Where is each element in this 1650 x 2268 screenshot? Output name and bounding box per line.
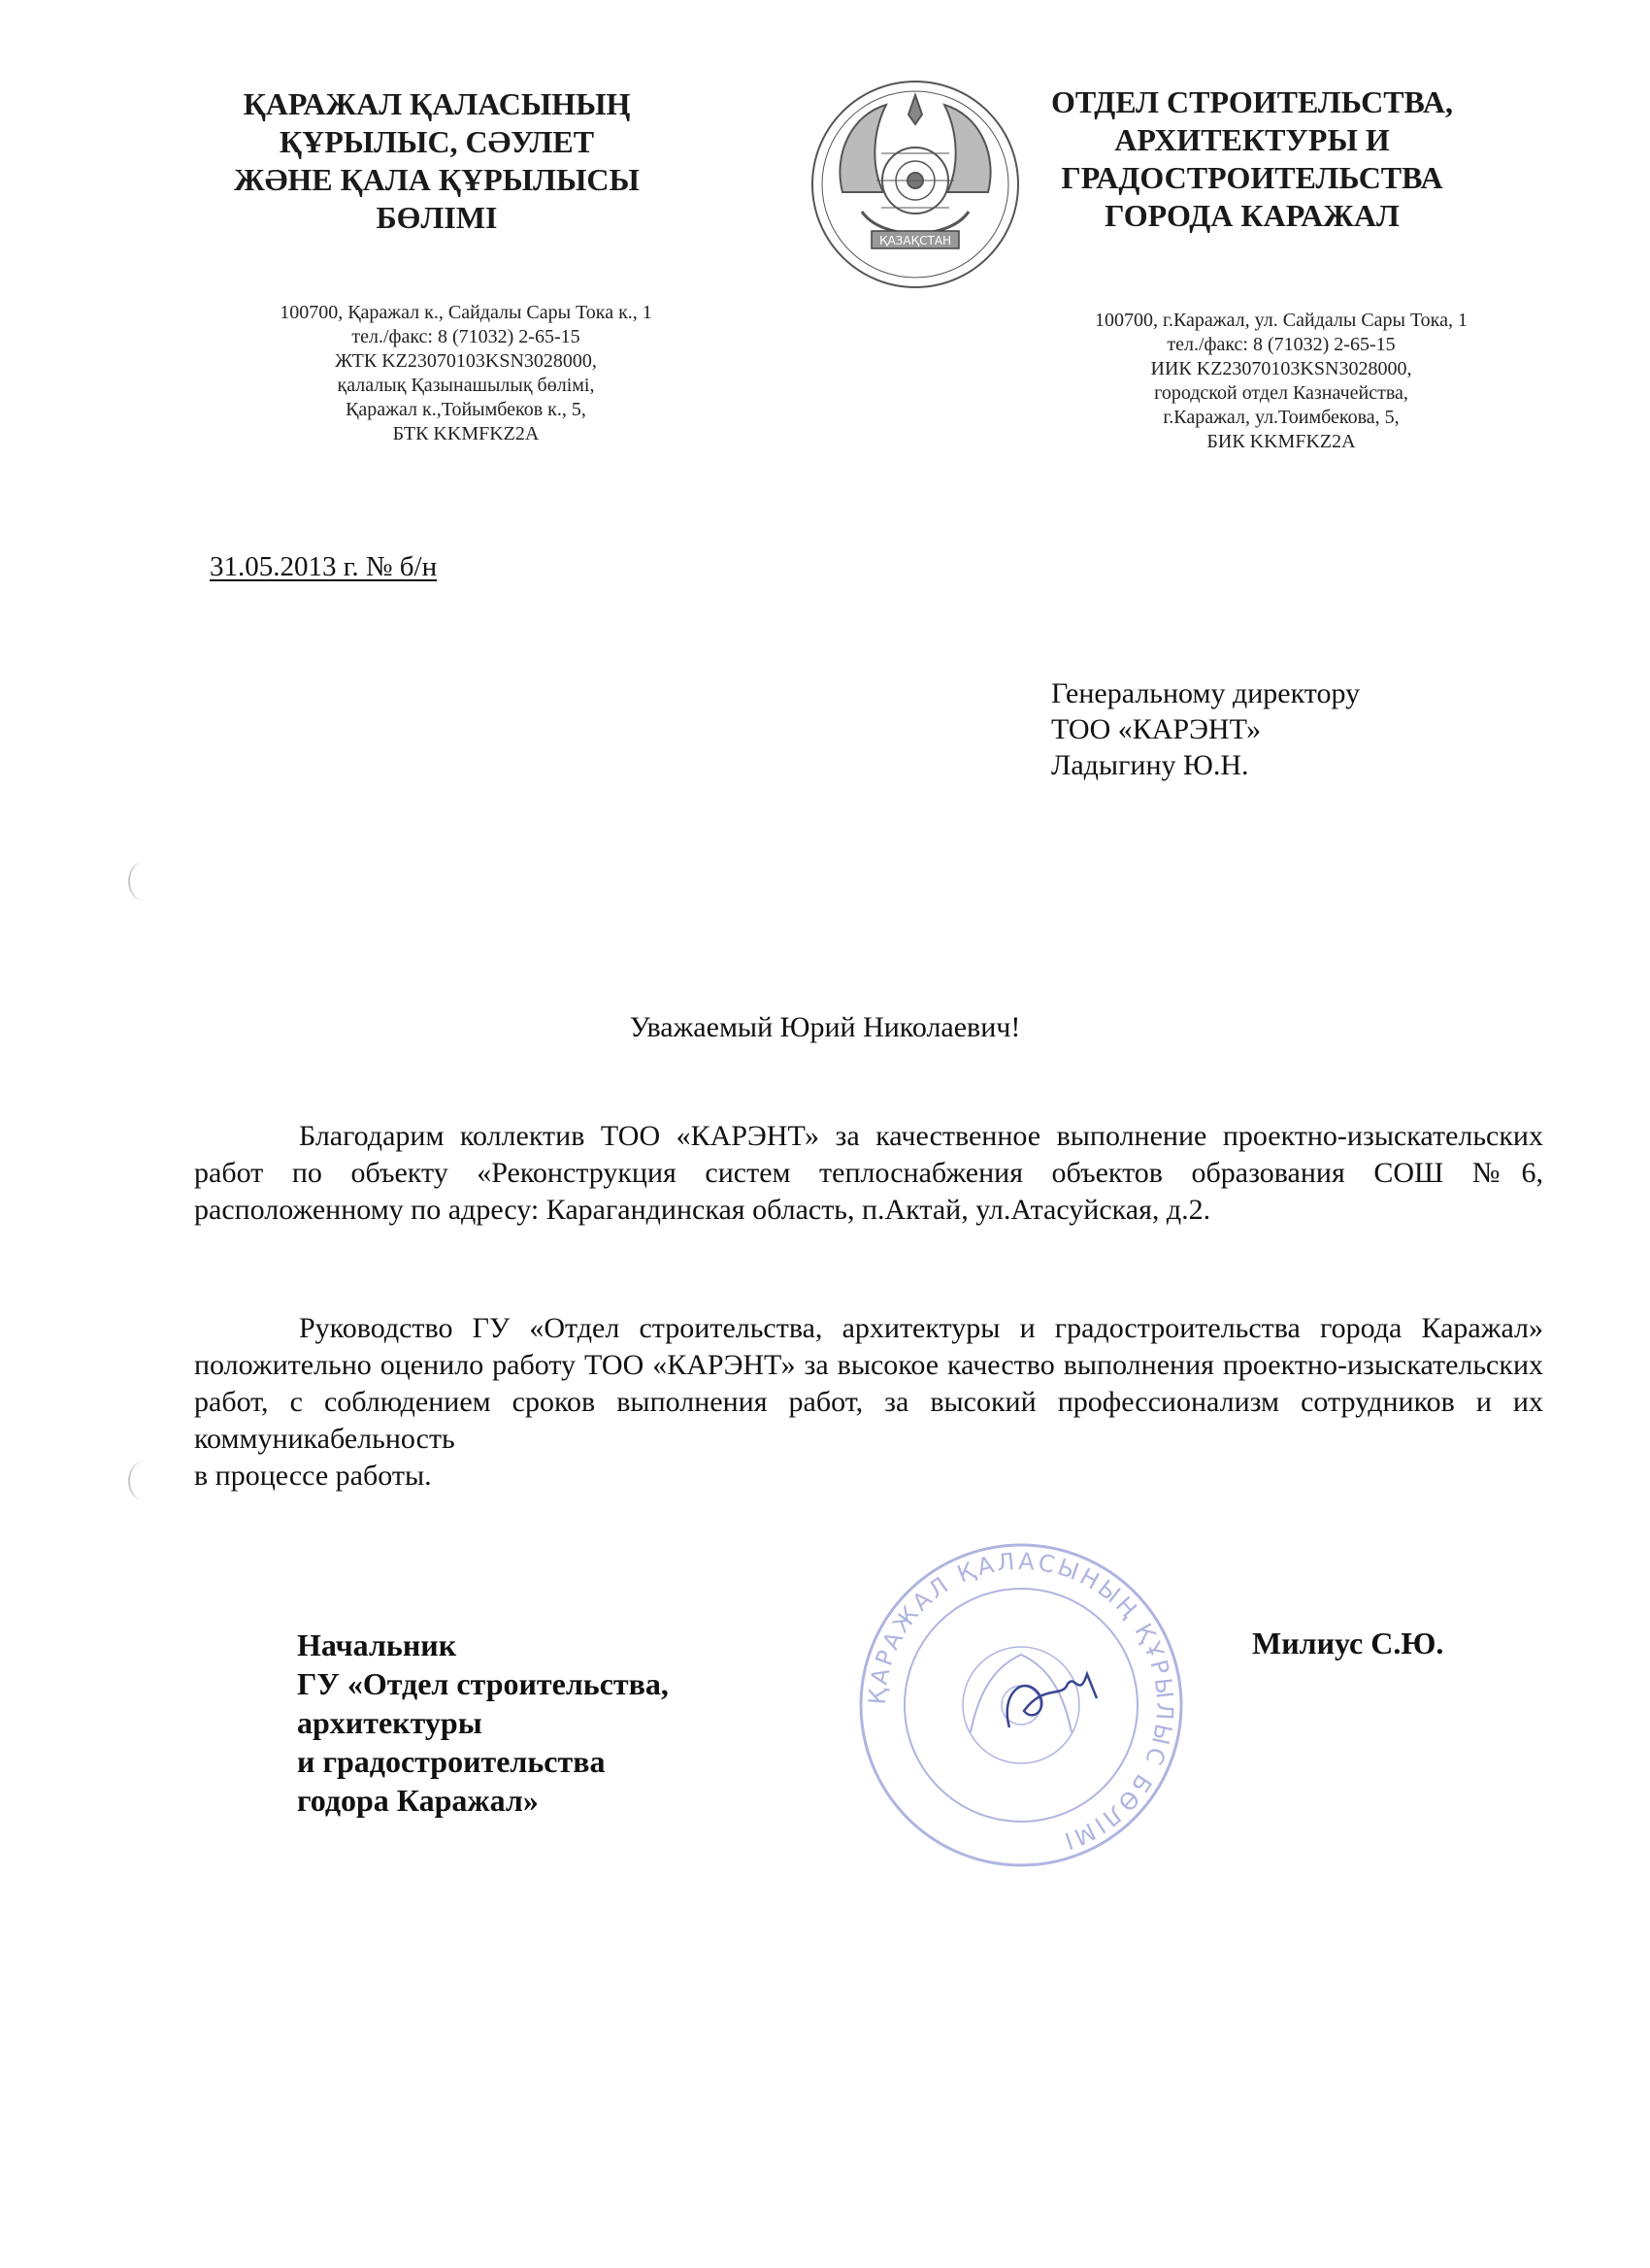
svg-text:ҚАРАЖАЛ ҚАЛАСЫНЫҢ ҚҰРЫЛЫС БӨЛІ xyxy=(864,1548,1179,1856)
scan-smudge xyxy=(128,862,159,901)
header-left-address: 100700, Қаражал к., Сайдалы Сары Тока к., 1 тел./факс: 8 (71032) 2-65-15 ЖТК KZ23070103KSN3028000, қалалық Қазынашылық бөлімі, Қаражал к.,Тойымбеков к., 5, БТК KKMFKZ2A xyxy=(280,302,652,444)
official-stamp-icon xyxy=(854,1538,1189,1873)
document-reference: 31.05.2013 г. № б/н xyxy=(210,551,438,582)
recipient-block: Генеральному директору ТОО «КАРЭНТ» Ладыгину Ю.Н. xyxy=(1051,677,1361,781)
salutation: Уважаемый Юрий Николаевич! xyxy=(629,1011,1021,1043)
body-paragraph-2: Руководство ГУ «Отдел строительства, архитектуры и градостроительства города Каражал» положительно оценило работу ТОО «КАРЭНТ» за высокое качество выполнения проектно-изыскательских работ, с соблюдением сроков выполнения работ, за высокий профессионализм сотрудников и их коммуникабельность xyxy=(194,1312,1543,1455)
body-paragraph-2-tail: в процессе работы. xyxy=(194,1460,432,1492)
header-right-address: 100700, г.Каражал, ул. Сайдалы Сары Тока, 1 тел./факс: 8 (71032) 2-65-15 ИИК KZ23070103KSN3028000, городской отдел Казначейства, г.Каражал, ул.Тоимбекова, 5, БИК KKMFKZ2A xyxy=(1095,310,1468,452)
emblem-ribbon-text: ҚАЗАҚСТАН xyxy=(878,234,952,247)
scan-smudge xyxy=(128,1462,159,1500)
header-left-title: ҚАРАЖАЛ ҚАЛАСЫНЫҢ ҚҰРЫЛЫС, СӘУЛЕТ ЖӘНЕ ҚАЛА ҚҰРЫЛЫСЫ БӨЛІМІ xyxy=(234,86,640,235)
stamp-text: ҚАРАЖАЛ ҚАЛАСЫНЫҢ ҚҰРЫЛЫС БӨЛІМІ xyxy=(863,1547,1179,1856)
signatory-name: Милиус С.Ю. xyxy=(1252,1626,1444,1660)
header-right-title: ОТДЕЛ СТРОИТЕЛЬСТВА, АРХИТЕКТУРЫ И ГРАДОСТРОИТЕЛЬСТВА ГОРОДА КАРАЖАЛ xyxy=(1051,84,1453,233)
signatory-position: Начальник ГУ «Отдел строительства, архитектуры и градостроительства годора Каражал» xyxy=(297,1627,669,1818)
state-emblem-icon xyxy=(804,76,1027,299)
body-paragraph-1: Благодарим коллектив ТОО «КАРЭНТ» за качественное выполнение проектно-изыскательских работ по объекту «Реконструкция систем теплоснабжения объектов образования СОШ №6, расположенному по адресу: Карагандинская область, п.Актай, ул.Атасуйская, д.2. xyxy=(194,1120,1543,1226)
